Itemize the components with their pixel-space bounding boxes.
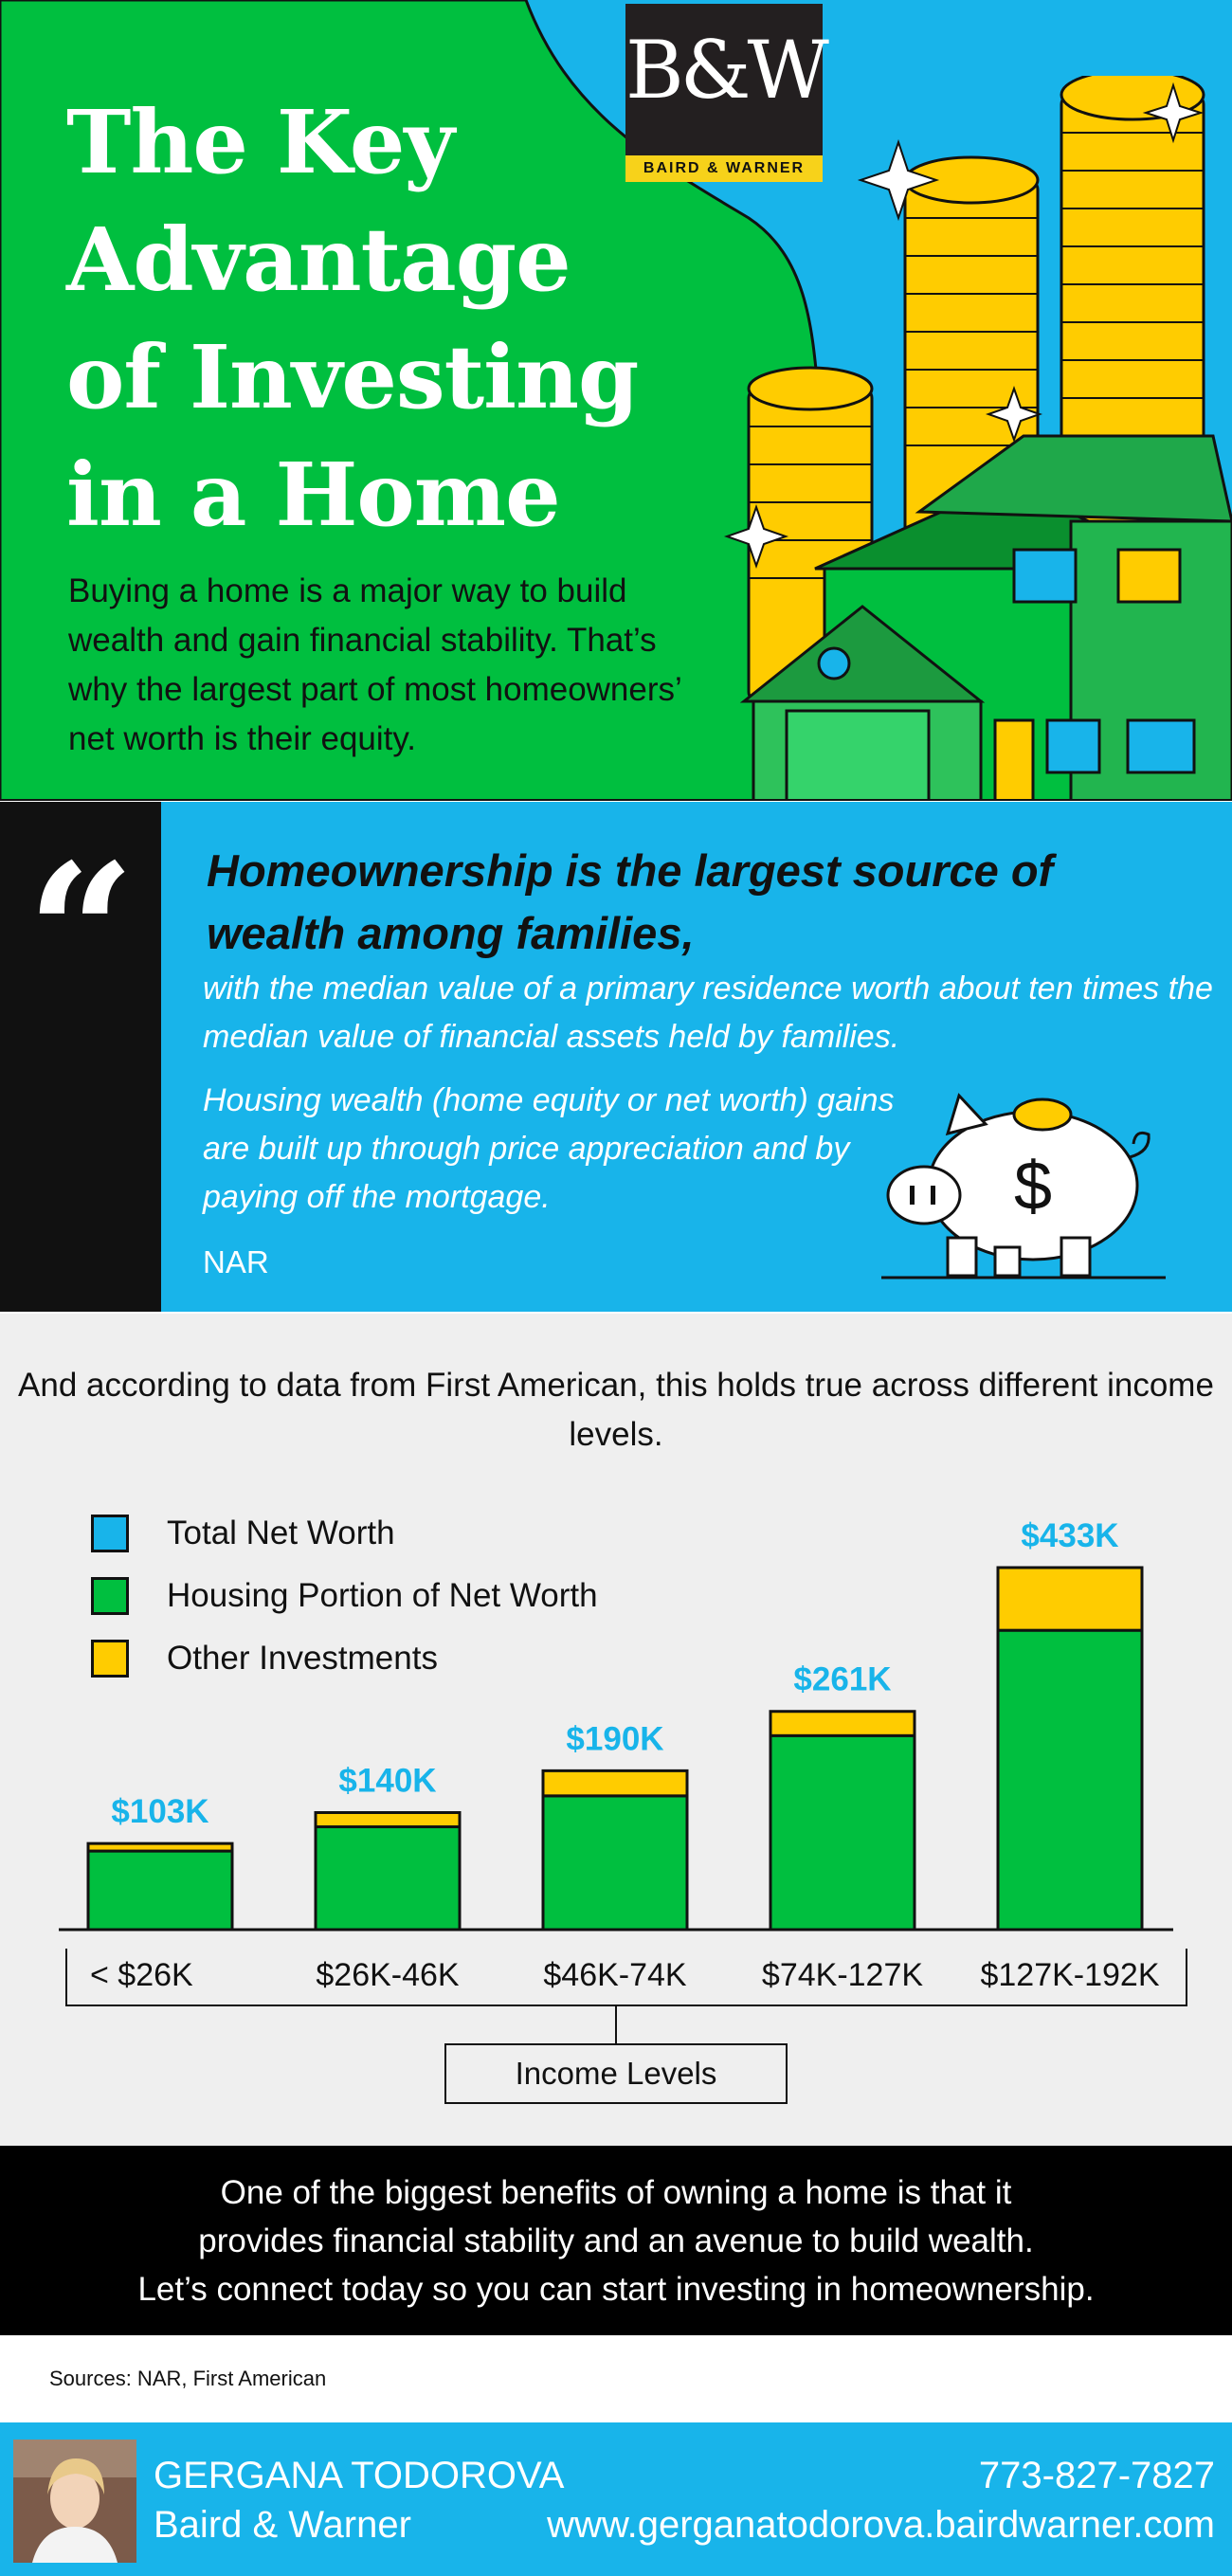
legend-swatch: [91, 1577, 129, 1615]
x-tick-label: $74K-127K: [761, 1957, 924, 1993]
bar-total-label: $103K: [111, 1793, 209, 1831]
divider: [0, 799, 1232, 801]
agent-portrait-icon: [13, 2440, 136, 2563]
x-tick-label: < $26K: [90, 1957, 193, 1993]
x-tick-label: $46K-74K: [543, 1957, 687, 1993]
cta-section: [0, 2146, 1232, 2335]
legend-item: [91, 1638, 754, 1679]
quote-section: [0, 802, 1232, 1312]
bar-segment: [316, 1826, 460, 1930]
bar-segment: [998, 1568, 1142, 1630]
bar-total-label: $140K: [338, 1762, 437, 1800]
title-line: The Key: [66, 91, 454, 193]
legend-swatch: [91, 1640, 129, 1678]
legend-label: Other Investments: [167, 1640, 438, 1677]
x-axis-title: Income Levels: [444, 2043, 788, 2104]
agent-name: GERGANA TODOROVA: [154, 2455, 565, 2496]
bar-segment: [316, 1812, 460, 1826]
brand-logo: [625, 4, 823, 182]
quote-detail: with the median value of a primary residence worth about ten times the median value of financial assets held by families.: [203, 971, 1213, 1055]
quote-source: NAR: [203, 1244, 269, 1279]
piggy-dollar-sign: $: [1013, 1149, 1053, 1225]
agent-footer: [0, 2422, 1232, 2576]
bar-segment: [770, 1735, 915, 1930]
chart-section: [0, 1314, 1232, 2146]
cta-line: provides financial stability and an avenue to build wealth.: [198, 2222, 1034, 2259]
bar-segment: [543, 1796, 687, 1930]
website-link[interactable]: www.gerganatodorova.bairdwarner.com: [547, 2504, 1215, 2546]
legend-item: [91, 1513, 754, 1554]
legend-item: [91, 1575, 754, 1617]
cta-line: Let’s connect today so you can start investing in homeownership.: [137, 2271, 1095, 2308]
bar-total-label: $433K: [1021, 1517, 1119, 1554]
agent-company: Baird & Warner: [154, 2504, 411, 2546]
title-line: in a Home: [66, 444, 560, 546]
logo-mark: B&W: [625, 24, 825, 117]
bar-segment: [543, 1770, 687, 1795]
quote-mark-icon: “: [27, 823, 136, 1045]
x-tick-label: $127K-192K: [980, 1957, 1160, 1993]
quote-detail-2: Housing wealth (home equity or net worth) gains are built up through price appreciation and by paying off the mortgage.: [203, 1082, 895, 1215]
stacked-bar-chart: [0, 1314, 1232, 2146]
logo-name: BAIRD & WARNER: [625, 155, 823, 182]
bar-segment: [770, 1712, 915, 1736]
sources-note: Sources: NAR, First American: [49, 2367, 327, 2390]
legend-swatch: [91, 1515, 129, 1552]
quote-bar: [0, 802, 161, 1312]
chart-intro: And according to data from First American, this holds true across different income levels.: [18, 1367, 1214, 1453]
cta-line: One of the biggest benefits of owning a home is that it: [220, 2174, 1012, 2211]
title-line: of Investing: [66, 326, 639, 428]
bar-segment: [88, 1843, 232, 1851]
legend-label: Housing Portion of Net Worth: [167, 1577, 598, 1614]
phone-link[interactable]: 773-827-7827: [978, 2455, 1215, 2496]
piggy-bank-icon: [881, 1077, 1166, 1285]
x-tick-label: $26K-46K: [316, 1957, 460, 1993]
cta-text: [0, 2168, 1232, 2313]
hero-section: [0, 0, 1232, 801]
title-line: Advantage: [66, 209, 571, 311]
hero-illustration: [720, 76, 1232, 801]
legend-label: Total Net Worth: [167, 1515, 395, 1551]
bar-segment: [998, 1630, 1142, 1930]
quote-headline: Homeownership is the largest source of wealth among families,: [207, 845, 1054, 958]
hero-description: Buying a home is a major way to build wealth and gain financial stability. That’s why the largest part of most homeowners’ net worth is their equity.: [68, 572, 681, 757]
bar-total-label: $261K: [793, 1660, 892, 1698]
bar-total-label: $190K: [566, 1720, 664, 1758]
bar-segment: [88, 1851, 232, 1930]
agent-photo: [13, 2440, 136, 2563]
